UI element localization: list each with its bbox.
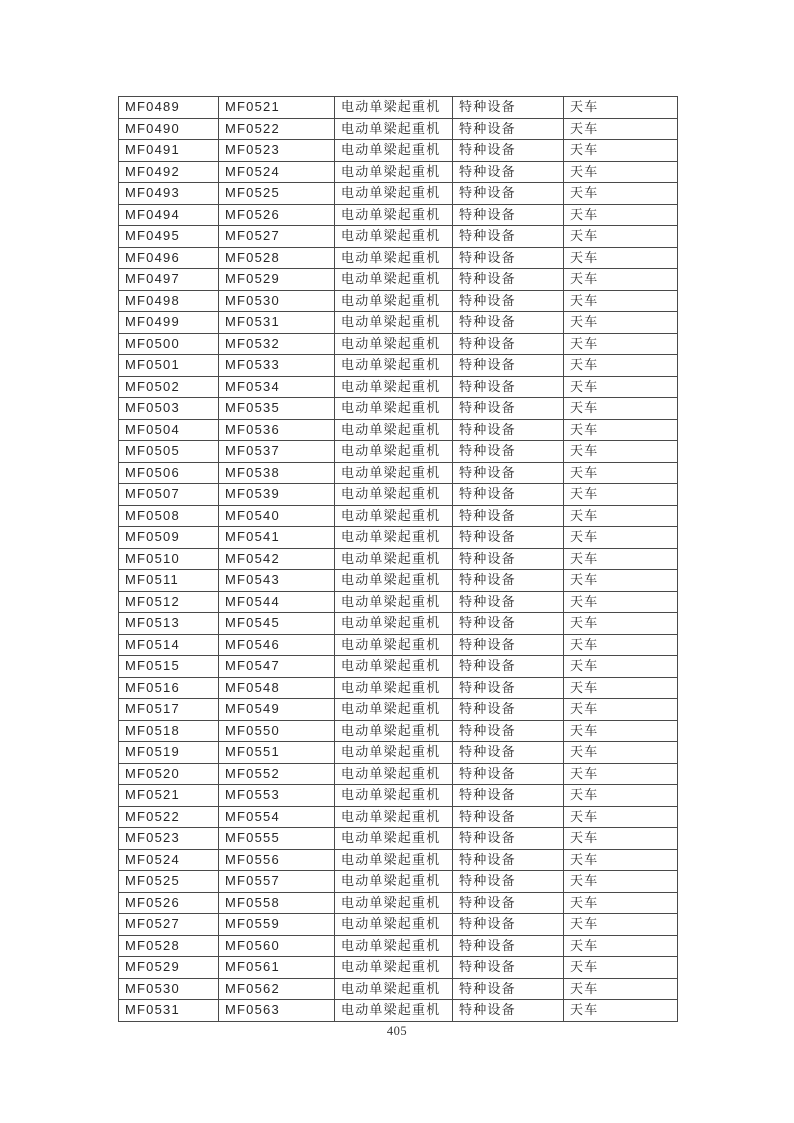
table-row bbox=[119, 505, 678, 527]
table-cell: 特种设备 bbox=[453, 591, 564, 613]
table-row bbox=[119, 118, 678, 140]
table-row bbox=[119, 570, 678, 592]
table-cell: MF0519 bbox=[119, 742, 219, 764]
table-row bbox=[119, 484, 678, 506]
table-cell: MF0561 bbox=[219, 957, 335, 979]
table-cell: 电动单梁起重机 bbox=[335, 484, 453, 506]
table-cell: MF0539 bbox=[219, 484, 335, 506]
table-cell: 天车 bbox=[564, 871, 678, 893]
table-cell: 电动单梁起重机 bbox=[335, 140, 453, 162]
table-cell: 天车 bbox=[564, 634, 678, 656]
table-cell: MF0510 bbox=[119, 548, 219, 570]
table-cell: MF0517 bbox=[119, 699, 219, 721]
table-cell: 特种设备 bbox=[453, 290, 564, 312]
equipment-table bbox=[118, 96, 678, 1022]
table-cell: 特种设备 bbox=[453, 914, 564, 936]
table-row bbox=[119, 957, 678, 979]
table-cell: 特种设备 bbox=[453, 204, 564, 226]
table-cell: 电动单梁起重机 bbox=[335, 290, 453, 312]
table-row bbox=[119, 441, 678, 463]
table-row bbox=[119, 677, 678, 699]
table-row bbox=[119, 398, 678, 420]
table-cell: MF0522 bbox=[219, 118, 335, 140]
table-cell: 天车 bbox=[564, 656, 678, 678]
table-cell: MF0515 bbox=[119, 656, 219, 678]
table-row bbox=[119, 355, 678, 377]
table-cell: MF0555 bbox=[219, 828, 335, 850]
table-cell: 特种设备 bbox=[453, 355, 564, 377]
table-cell: 特种设备 bbox=[453, 570, 564, 592]
table-cell: 天车 bbox=[564, 118, 678, 140]
table-cell: 天车 bbox=[564, 140, 678, 162]
table-cell: MF0556 bbox=[219, 849, 335, 871]
table-cell: 天车 bbox=[564, 376, 678, 398]
table-row bbox=[119, 828, 678, 850]
table-cell: MF0503 bbox=[119, 398, 219, 420]
table-cell: 特种设备 bbox=[453, 849, 564, 871]
table-cell: MF0499 bbox=[119, 312, 219, 334]
table-cell: 电动单梁起重机 bbox=[335, 871, 453, 893]
table-cell: 天车 bbox=[564, 763, 678, 785]
table-cell: MF0530 bbox=[219, 290, 335, 312]
table-cell: MF0504 bbox=[119, 419, 219, 441]
table-cell: MF0525 bbox=[119, 871, 219, 893]
table-cell: MF0526 bbox=[119, 892, 219, 914]
table-cell: MF0516 bbox=[119, 677, 219, 699]
table-cell: 天车 bbox=[564, 419, 678, 441]
table-cell: MF0509 bbox=[119, 527, 219, 549]
table-cell: 天车 bbox=[564, 699, 678, 721]
table-cell: MF0544 bbox=[219, 591, 335, 613]
table-cell: 特种设备 bbox=[453, 677, 564, 699]
table-cell: MF0521 bbox=[119, 785, 219, 807]
table-row bbox=[119, 527, 678, 549]
table-cell: 电动单梁起重机 bbox=[335, 849, 453, 871]
table-row bbox=[119, 763, 678, 785]
table-cell: 电动单梁起重机 bbox=[335, 118, 453, 140]
table-cell: MF0553 bbox=[219, 785, 335, 807]
table-cell: MF0497 bbox=[119, 269, 219, 291]
table-cell: MF0530 bbox=[119, 978, 219, 1000]
table-row bbox=[119, 806, 678, 828]
table-cell: MF0526 bbox=[219, 204, 335, 226]
table-cell: MF0507 bbox=[119, 484, 219, 506]
table-cell: 天车 bbox=[564, 97, 678, 119]
table-cell: MF0546 bbox=[219, 634, 335, 656]
table-cell: 特种设备 bbox=[453, 226, 564, 248]
table-cell: MF0562 bbox=[219, 978, 335, 1000]
table-cell: 天车 bbox=[564, 269, 678, 291]
table-cell: 天车 bbox=[564, 935, 678, 957]
table-cell: MF0523 bbox=[119, 828, 219, 850]
table-cell: MF0554 bbox=[219, 806, 335, 828]
table-cell: MF0548 bbox=[219, 677, 335, 699]
table-cell: MF0535 bbox=[219, 398, 335, 420]
table-cell: MF0551 bbox=[219, 742, 335, 764]
table-cell: 电动单梁起重机 bbox=[335, 247, 453, 269]
table-cell: MF0527 bbox=[219, 226, 335, 248]
table-row bbox=[119, 419, 678, 441]
table-cell: 特种设备 bbox=[453, 978, 564, 1000]
table-row bbox=[119, 935, 678, 957]
table-cell: MF0521 bbox=[219, 97, 335, 119]
table-cell: MF0492 bbox=[119, 161, 219, 183]
table-cell: MF0514 bbox=[119, 634, 219, 656]
table-cell: 天车 bbox=[564, 312, 678, 334]
table-cell: 电动单梁起重机 bbox=[335, 785, 453, 807]
table-cell: MF0505 bbox=[119, 441, 219, 463]
table-cell: MF0541 bbox=[219, 527, 335, 549]
table-cell: 特种设备 bbox=[453, 548, 564, 570]
table-cell: MF0496 bbox=[119, 247, 219, 269]
table-cell: 特种设备 bbox=[453, 419, 564, 441]
table-cell: 电动单梁起重机 bbox=[335, 462, 453, 484]
table-cell: 天车 bbox=[564, 398, 678, 420]
table-cell: 天车 bbox=[564, 978, 678, 1000]
table-row bbox=[119, 290, 678, 312]
table-cell: MF0558 bbox=[219, 892, 335, 914]
table-cell: 天车 bbox=[564, 1000, 678, 1022]
table-cell: 特种设备 bbox=[453, 97, 564, 119]
table-cell: 特种设备 bbox=[453, 376, 564, 398]
table-cell: 特种设备 bbox=[453, 462, 564, 484]
table-cell: 特种设备 bbox=[453, 892, 564, 914]
table-cell: 特种设备 bbox=[453, 140, 564, 162]
table-cell: 特种设备 bbox=[453, 785, 564, 807]
table-cell: 天车 bbox=[564, 548, 678, 570]
table-row bbox=[119, 312, 678, 334]
table-cell: MF0523 bbox=[219, 140, 335, 162]
table-cell: 天车 bbox=[564, 505, 678, 527]
table-cell: MF0560 bbox=[219, 935, 335, 957]
table-cell: 特种设备 bbox=[453, 333, 564, 355]
table-cell: 天车 bbox=[564, 914, 678, 936]
table-cell: MF0518 bbox=[119, 720, 219, 742]
table-cell: 特种设备 bbox=[453, 118, 564, 140]
table-cell: 电动单梁起重机 bbox=[335, 699, 453, 721]
table-row bbox=[119, 97, 678, 119]
table-cell: 电动单梁起重机 bbox=[335, 828, 453, 850]
table-cell: 电动单梁起重机 bbox=[335, 806, 453, 828]
table-cell: MF0563 bbox=[219, 1000, 335, 1022]
table-cell: 天车 bbox=[564, 720, 678, 742]
table-cell: 特种设备 bbox=[453, 183, 564, 205]
table-cell: MF0549 bbox=[219, 699, 335, 721]
table-cell: 电动单梁起重机 bbox=[335, 892, 453, 914]
table-row bbox=[119, 247, 678, 269]
table-row bbox=[119, 849, 678, 871]
table-row bbox=[119, 269, 678, 291]
table-cell: 电动单梁起重机 bbox=[335, 656, 453, 678]
table-row bbox=[119, 462, 678, 484]
table-cell: 特种设备 bbox=[453, 312, 564, 334]
table-cell: 电动单梁起重机 bbox=[335, 376, 453, 398]
table-cell: MF0543 bbox=[219, 570, 335, 592]
table-cell: 电动单梁起重机 bbox=[335, 97, 453, 119]
table-cell: 天车 bbox=[564, 957, 678, 979]
table-cell: 天车 bbox=[564, 591, 678, 613]
table-row bbox=[119, 1000, 678, 1022]
table-cell: 特种设备 bbox=[453, 806, 564, 828]
table-cell: MF0498 bbox=[119, 290, 219, 312]
table-cell: 电动单梁起重机 bbox=[335, 398, 453, 420]
table-cell: 特种设备 bbox=[453, 613, 564, 635]
table-cell: 特种设备 bbox=[453, 656, 564, 678]
page-number: 405 bbox=[386, 1024, 408, 1038]
table-cell: 特种设备 bbox=[453, 699, 564, 721]
table-cell: 天车 bbox=[564, 226, 678, 248]
table-cell: 特种设备 bbox=[453, 505, 564, 527]
table-cell: 天车 bbox=[564, 570, 678, 592]
table-row bbox=[119, 204, 678, 226]
table-cell: 天车 bbox=[564, 183, 678, 205]
table-cell: MF0512 bbox=[119, 591, 219, 613]
table-cell: 天车 bbox=[564, 677, 678, 699]
table-row bbox=[119, 871, 678, 893]
table-row bbox=[119, 699, 678, 721]
table-cell: MF0557 bbox=[219, 871, 335, 893]
table-cell: MF0529 bbox=[119, 957, 219, 979]
table-row bbox=[119, 140, 678, 162]
table-cell: 天车 bbox=[564, 806, 678, 828]
table-cell: 天车 bbox=[564, 355, 678, 377]
table-cell: 电动单梁起重机 bbox=[335, 677, 453, 699]
table-cell: MF0528 bbox=[219, 247, 335, 269]
table-cell: 天车 bbox=[564, 462, 678, 484]
equipment-table-body bbox=[119, 97, 678, 1022]
table-cell: MF0542 bbox=[219, 548, 335, 570]
table-cell: 天车 bbox=[564, 247, 678, 269]
table-cell: 电动单梁起重机 bbox=[335, 742, 453, 764]
table-cell: 天车 bbox=[564, 892, 678, 914]
table-row bbox=[119, 376, 678, 398]
table-cell: 电动单梁起重机 bbox=[335, 355, 453, 377]
table-cell: 天车 bbox=[564, 161, 678, 183]
table-cell: 天车 bbox=[564, 484, 678, 506]
table-cell: MF0529 bbox=[219, 269, 335, 291]
table-row bbox=[119, 183, 678, 205]
table-cell: 特种设备 bbox=[453, 871, 564, 893]
table-cell: MF0559 bbox=[219, 914, 335, 936]
table-cell: MF0524 bbox=[219, 161, 335, 183]
table-cell: MF0491 bbox=[119, 140, 219, 162]
table-cell: MF0547 bbox=[219, 656, 335, 678]
table-cell: 特种设备 bbox=[453, 247, 564, 269]
table-cell: MF0540 bbox=[219, 505, 335, 527]
table-cell: 电动单梁起重机 bbox=[335, 527, 453, 549]
table-cell: MF0552 bbox=[219, 763, 335, 785]
table-row bbox=[119, 161, 678, 183]
table-cell: 天车 bbox=[564, 613, 678, 635]
table-row bbox=[119, 785, 678, 807]
table-row bbox=[119, 978, 678, 1000]
table-cell: 特种设备 bbox=[453, 763, 564, 785]
table-cell: MF0545 bbox=[219, 613, 335, 635]
table-cell: 电动单梁起重机 bbox=[335, 548, 453, 570]
table-cell: MF0520 bbox=[119, 763, 219, 785]
table-cell: 电动单梁起重机 bbox=[335, 204, 453, 226]
table-cell: 特种设备 bbox=[453, 828, 564, 850]
table-cell: 特种设备 bbox=[453, 935, 564, 957]
table-cell: 电动单梁起重机 bbox=[335, 978, 453, 1000]
table-cell: 特种设备 bbox=[453, 161, 564, 183]
table-cell: 天车 bbox=[564, 849, 678, 871]
table-row bbox=[119, 742, 678, 764]
table-cell: 电动单梁起重机 bbox=[335, 269, 453, 291]
table-cell: 电动单梁起重机 bbox=[335, 312, 453, 334]
table-cell: 电动单梁起重机 bbox=[335, 226, 453, 248]
table-cell: MF0506 bbox=[119, 462, 219, 484]
table-cell: MF0525 bbox=[219, 183, 335, 205]
table-row bbox=[119, 656, 678, 678]
table-cell: 电动单梁起重机 bbox=[335, 161, 453, 183]
table-cell: 特种设备 bbox=[453, 269, 564, 291]
table-cell: MF0493 bbox=[119, 183, 219, 205]
table-cell: MF0501 bbox=[119, 355, 219, 377]
table-cell: MF0534 bbox=[219, 376, 335, 398]
table-cell: MF0489 bbox=[119, 97, 219, 119]
table-cell: 电动单梁起重机 bbox=[335, 935, 453, 957]
table-row bbox=[119, 634, 678, 656]
table-cell: MF0537 bbox=[219, 441, 335, 463]
table-row bbox=[119, 892, 678, 914]
table-cell: MF0536 bbox=[219, 419, 335, 441]
table-cell: 电动单梁起重机 bbox=[335, 419, 453, 441]
table-cell: 电动单梁起重机 bbox=[335, 613, 453, 635]
table-cell: 电动单梁起重机 bbox=[335, 914, 453, 936]
table-cell: MF0490 bbox=[119, 118, 219, 140]
table-cell: MF0531 bbox=[219, 312, 335, 334]
table-cell: 电动单梁起重机 bbox=[335, 957, 453, 979]
table-cell: MF0538 bbox=[219, 462, 335, 484]
table-row bbox=[119, 548, 678, 570]
table-cell: 特种设备 bbox=[453, 527, 564, 549]
table-cell: 天车 bbox=[564, 527, 678, 549]
table-row bbox=[119, 613, 678, 635]
table-cell: MF0500 bbox=[119, 333, 219, 355]
table-cell: MF0502 bbox=[119, 376, 219, 398]
table-cell: 特种设备 bbox=[453, 441, 564, 463]
table-cell: MF0508 bbox=[119, 505, 219, 527]
table-cell: MF0495 bbox=[119, 226, 219, 248]
table-cell: 电动单梁起重机 bbox=[335, 1000, 453, 1022]
table-cell: 天车 bbox=[564, 828, 678, 850]
table-cell: MF0532 bbox=[219, 333, 335, 355]
table-cell: MF0527 bbox=[119, 914, 219, 936]
table-cell: 特种设备 bbox=[453, 720, 564, 742]
table-row bbox=[119, 591, 678, 613]
table-cell: 电动单梁起重机 bbox=[335, 763, 453, 785]
table-cell: MF0528 bbox=[119, 935, 219, 957]
table-cell: 天车 bbox=[564, 441, 678, 463]
table-cell: 电动单梁起重机 bbox=[335, 720, 453, 742]
table-cell: 电动单梁起重机 bbox=[335, 183, 453, 205]
table-row bbox=[119, 226, 678, 248]
table-row bbox=[119, 914, 678, 936]
table-row bbox=[119, 720, 678, 742]
table-cell: 天车 bbox=[564, 204, 678, 226]
table-row bbox=[119, 333, 678, 355]
table-cell: 特种设备 bbox=[453, 742, 564, 764]
table-cell: 电动单梁起重机 bbox=[335, 505, 453, 527]
table-cell: 电动单梁起重机 bbox=[335, 333, 453, 355]
table-cell: MF0550 bbox=[219, 720, 335, 742]
table-cell: MF0531 bbox=[119, 1000, 219, 1022]
table-cell: 电动单梁起重机 bbox=[335, 634, 453, 656]
table-cell: MF0533 bbox=[219, 355, 335, 377]
table-cell: 电动单梁起重机 bbox=[335, 591, 453, 613]
table-cell: 特种设备 bbox=[453, 484, 564, 506]
table-cell: MF0511 bbox=[119, 570, 219, 592]
table-cell: 电动单梁起重机 bbox=[335, 441, 453, 463]
table-cell: 天车 bbox=[564, 333, 678, 355]
table-cell: 天车 bbox=[564, 742, 678, 764]
table-cell: 天车 bbox=[564, 290, 678, 312]
table-cell: MF0513 bbox=[119, 613, 219, 635]
table-cell: 电动单梁起重机 bbox=[335, 570, 453, 592]
table-cell: MF0522 bbox=[119, 806, 219, 828]
table-cell: 特种设备 bbox=[453, 634, 564, 656]
table-cell: 特种设备 bbox=[453, 957, 564, 979]
table-cell: MF0494 bbox=[119, 204, 219, 226]
table-cell: 天车 bbox=[564, 785, 678, 807]
table-cell: 特种设备 bbox=[453, 398, 564, 420]
table-cell: MF0524 bbox=[119, 849, 219, 871]
table-cell: 特种设备 bbox=[453, 1000, 564, 1022]
